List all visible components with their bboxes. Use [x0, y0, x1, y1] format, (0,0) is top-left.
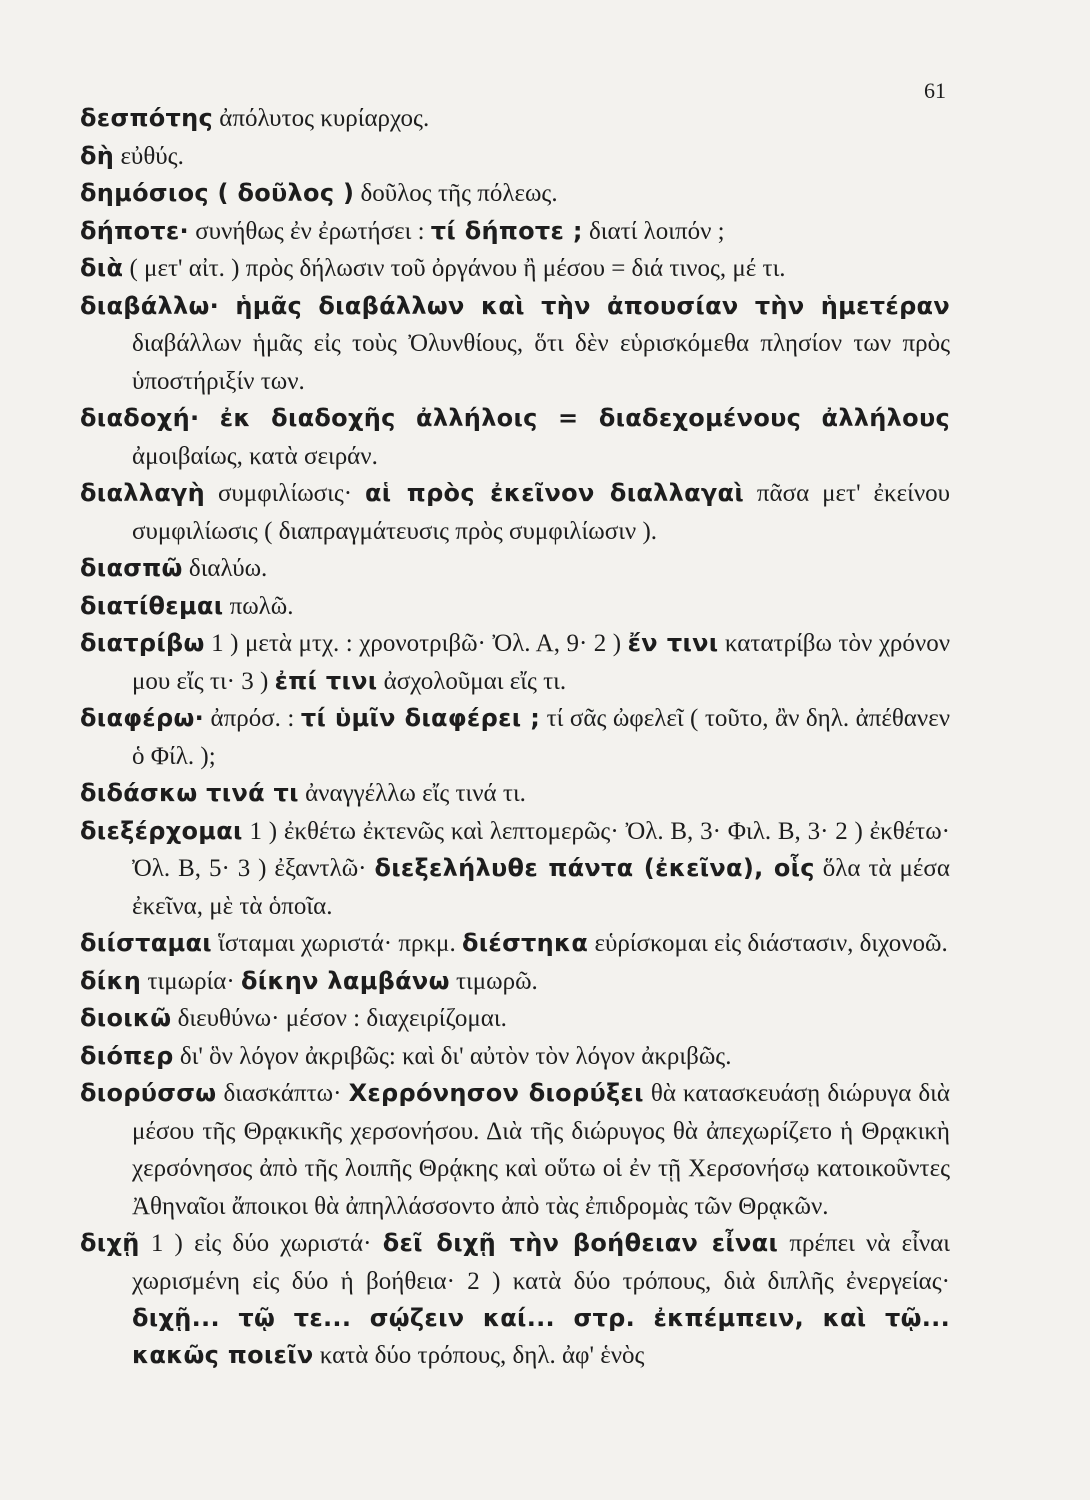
- entry-headword: διχῇ... τῷ τε... σῴζειν καί... στρ. ἐκπέμπειν, καὶ τῷ... κακῶς ποιεῖν: [132, 1304, 950, 1369]
- entry-definition: διατί λοιπόν ;: [582, 217, 725, 245]
- entry-headword: δίκη: [80, 966, 142, 995]
- entry-definition: δι' ὃν λόγον ἀκριβῶς: καὶ δι' αὐτὸν τὸν λόγον ἀκριβῶς.: [173, 1042, 732, 1070]
- entry-headword: διίσταμαι: [80, 929, 212, 957]
- entry-headword: δεσπότης: [80, 104, 214, 132]
- entry-headword: δεῖ διχῇ τὴν βοήθειαν εἶναι: [382, 1229, 779, 1257]
- dictionary-entry: [80, 813, 950, 926]
- entry-definition: εὐθύς.: [114, 142, 184, 170]
- entry-definition: διαλύω.: [182, 555, 268, 582]
- dictionary-entry: [80, 925, 950, 963]
- dictionary-entries: [80, 100, 950, 1374]
- dictionary-entry: [80, 213, 950, 251]
- entry-definition: διασκάπτω·: [216, 1080, 349, 1107]
- entry-headword: δίκην λαμβάνω: [240, 966, 450, 995]
- entry-definition: ἀναγγέλλω εἴς τινά τι.: [298, 780, 526, 807]
- entry-definition: εὑρίσκομαι εἰς διάστασιν, διχονοῶ.: [588, 930, 948, 957]
- entry-headword: αἱ πρὸς ἐκεῖνον διαλλαγαὶ: [365, 479, 744, 507]
- entry-definition: τιμωρία·: [141, 967, 241, 995]
- entry-definition: δοῦλος τῆς πόλεως.: [354, 180, 558, 207]
- entry-headword: διασπῶ: [80, 554, 183, 582]
- entry-headword: διόπερ: [80, 1041, 174, 1070]
- entry-headword: διοικῶ: [80, 1004, 172, 1032]
- entry-definition: ἀπρόσ. :: [204, 705, 301, 732]
- entry-definition: κατατρίβω τὸν χρόνον μου εἴς τι· 3 ): [132, 630, 951, 695]
- dictionary-entry: [80, 1000, 950, 1038]
- entry-definition: ὅλα τὰ μέσα ἐκεῖνα, μὲ τὰ ὁποῖα.: [132, 855, 951, 920]
- dictionary-entry: [80, 475, 950, 550]
- entry-headword: διαλλαγὴ: [80, 479, 206, 507]
- entry-definition: ἀπόλυτος κυρίαρχος.: [213, 105, 430, 132]
- entry-headword: δημόσιος ( δοῦλος ): [80, 179, 355, 207]
- entry-headword: δήποτε·: [80, 216, 189, 245]
- entry-definition: θὰ κατασκευάσῃ διώρυγα διὰ μέσου τῆς Θρᾳκικῆς χερσονήσου. Διὰ τῆς διώρυγος θὰ ἀπεχωρίζετο ἡ Θρᾳκικὴ χερσόνησος ἀπὸ τῆς λοιπῆς Θρᾴκης καὶ οὕτω οἱ ἐν τῇ Χερσονήσῳ κατοικοῦντες Ἀθηναῖοι ἄποικοι θὰ ἀπηλλάσσοντο ἀπὸ τὰς ἐπιδρομὰς τῶν Θρᾳκῶν.: [132, 1080, 950, 1220]
- dictionary-entry: [80, 175, 950, 213]
- entry-definition: συμφιλίωσις·: [205, 480, 366, 507]
- entry-headword: διέστηκα: [461, 929, 589, 957]
- dictionary-entry: [80, 100, 950, 138]
- entry-definition: συνήθως ἐν ἐρωτήσει :: [188, 217, 431, 245]
- entry-headword: διαφέρω·: [80, 704, 205, 732]
- entry-headword: διαβάλλω· ἡμᾶς διαβάλλων καὶ τὴν ἀπουσίαν τὴν ἡμετέραν: [80, 291, 950, 320]
- entry-definition: πᾶσα μετ' ἐκείνου συμφιλίωσις ( διαπραγμάτευσις πρὸς συμφιλίωσιν ).: [132, 480, 951, 545]
- entry-definition: ἵσταμαι χωριστά· πρκμ.: [211, 930, 462, 957]
- dictionary-entry: [80, 625, 950, 700]
- dictionary-entry: [80, 963, 950, 1001]
- entry-definition: τιμωρῶ.: [449, 967, 538, 995]
- entry-headword: διχῇ: [80, 1229, 140, 1257]
- dictionary-entry: [80, 1038, 950, 1076]
- entry-definition: πρέπει νὰ εἶναι χωρισμένη εἰς δύο ἡ βοήθεια· 2 ) κατὰ δύο τρόπους, διὰ διπλῆς ἐνεργείας·: [132, 1230, 950, 1295]
- entry-definition: ἀμοιβαίως, κατὰ σειράν.: [132, 442, 378, 470]
- dictionary-entry: [80, 700, 950, 775]
- entry-definition: ἀσχολοῦμαι εἴς τι.: [377, 667, 567, 695]
- entry-headword: διορύσσω: [80, 1079, 217, 1107]
- entry-definition: διευθύνω· μέσον : διαχειρίζομαι.: [171, 1005, 507, 1032]
- entry-definition: 1 ) μετὰ μτχ. : χρονοτριβῶ· Ὀλ. Α, 9· 2 ): [204, 630, 628, 657]
- dictionary-entry: [80, 550, 950, 588]
- entry-headword: ἐπί τινι: [274, 666, 378, 695]
- entry-headword: διατίθεμαι: [80, 591, 224, 620]
- entry-definition: πωλῶ.: [223, 592, 294, 620]
- entry-definition: ( μετ' αἰτ. ) πρὸς δήλωσιν τοῦ ὀργάνου ἢ μέσου = διά τινος, μέ τι.: [123, 255, 786, 282]
- entry-headword: διδάσκω τινά τι: [80, 779, 299, 807]
- entry-definition: κατὰ δύο τρόπους, δηλ. ἀφ' ἑνὸς: [313, 1341, 645, 1369]
- entry-definition: 1 ) ἐκθέτω ἐκτενῶς καὶ λεπτομερῶς· Ὀλ. Β, 3· Φιλ. Β, 3· 2 ) ἐκθέτω· Ὀλ. Β, 5· 3 ) ἐξαντλῶ·: [132, 817, 950, 882]
- dictionary-entry: [80, 250, 950, 288]
- dictionary-entry: [80, 400, 950, 475]
- entry-headword: ἔν τινι: [627, 629, 719, 657]
- entry-headword: δὴ: [80, 141, 115, 170]
- dictionary-entry: [80, 288, 950, 401]
- entry-headword: διατρίβω: [80, 629, 205, 657]
- entry-headword: Χερρόνησον διορύξει: [348, 1079, 644, 1107]
- entry-definition: τί σᾶς ὠφελεῖ ( τοῦτο, ἂν δηλ. ἀπέθανεν ὁ Φίλ. );: [132, 705, 950, 770]
- entry-headword: διὰ: [80, 254, 124, 282]
- dictionary-entry: [80, 1225, 950, 1374]
- dictionary-entry: [80, 138, 950, 176]
- entry-headword: διεξέρχομαι: [80, 816, 243, 845]
- entry-headword: τί δήποτε ;: [430, 216, 583, 245]
- dictionary-entry: [80, 1075, 950, 1225]
- entry-definition: 1 ) εἰς δύο χωριστά·: [139, 1230, 383, 1257]
- entry-headword: διαδοχή· ἐκ διαδοχῆς ἀλλήλοις = διαδεχομένους ἀλλήλους: [80, 404, 950, 432]
- entry-headword: τί ὑμῖν διαφέρει ;: [300, 704, 541, 732]
- dictionary-entry: [80, 775, 950, 813]
- entry-headword: διεξελήλυθε πάντα (ἐκεῖνα), οἷς: [374, 854, 815, 882]
- page-number: 61: [924, 78, 946, 103]
- dictionary-entry: [80, 588, 950, 626]
- entry-definition: διαβάλλων ἡμᾶς εἰς τοὺς Ὀλυνθίους, ὅτι δὲν εὑρισκόμεθα πλησίον των πρὸς ὑποστήριξίν των.: [132, 330, 950, 395]
